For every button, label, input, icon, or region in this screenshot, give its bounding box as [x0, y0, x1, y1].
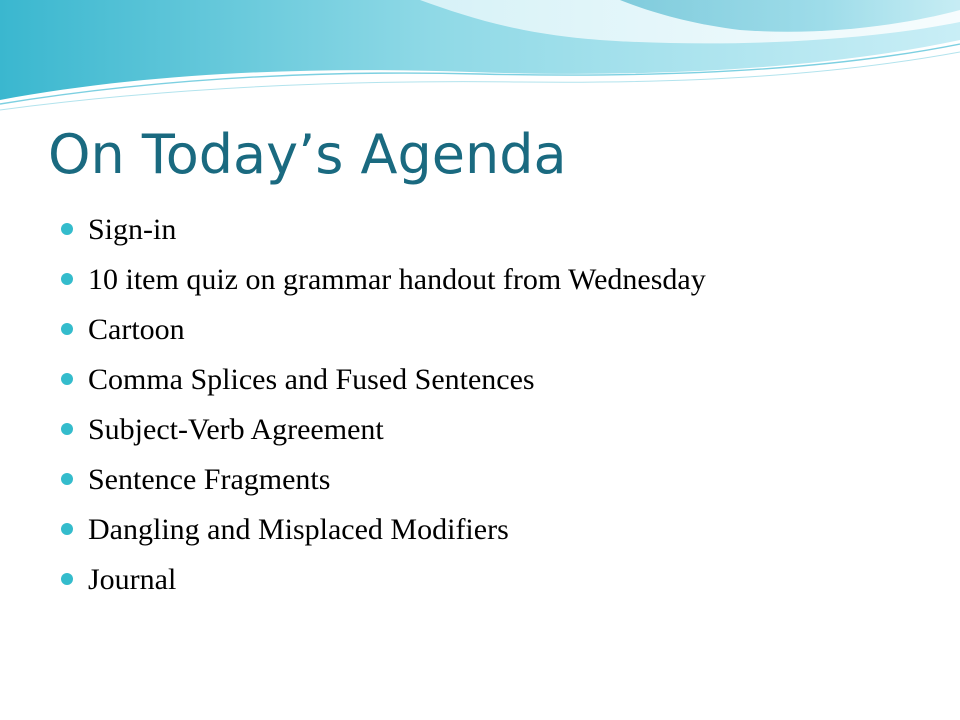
agenda-item-journal [60, 556, 706, 606]
agenda-item-label: Sentence Fragments [88, 463, 331, 496]
bullet-dot-icon [61, 423, 73, 435]
agenda-item-comma-splices [60, 356, 706, 406]
agenda-list [60, 206, 706, 606]
agenda-item-fragments [60, 456, 706, 506]
agenda-item-subject-verb [60, 406, 706, 456]
agenda-item-cartoon [60, 306, 706, 356]
agenda-item-label: Cartoon [88, 313, 185, 346]
agenda-item-quiz [60, 256, 706, 306]
agenda-item-label: 10 item quiz on grammar handout from Wednesday [88, 263, 706, 296]
header-wave-decoration [0, 0, 960, 120]
bullet-dot-icon [61, 473, 73, 485]
bullet-dot-icon [61, 273, 73, 285]
bullet-dot-icon [61, 523, 73, 535]
bullet-dot-icon [61, 373, 73, 385]
agenda-item-label: Comma Splices and Fused Sentences [88, 363, 535, 396]
bullet-dot-icon [61, 573, 73, 585]
agenda-item-label: Dangling and Misplaced Modifiers [88, 513, 509, 546]
agenda-item-label: Journal [88, 563, 177, 596]
bullet-dot-icon [61, 323, 73, 335]
agenda-item-label: Sign-in [88, 213, 177, 246]
agenda-item-modifiers [60, 506, 706, 556]
slide-title: On Today’s Agenda [48, 123, 567, 186]
agenda-item-sign-in [60, 206, 706, 256]
bullet-dot-icon [61, 223, 73, 235]
agenda-item-label: Subject-Verb Agreement [88, 413, 384, 446]
